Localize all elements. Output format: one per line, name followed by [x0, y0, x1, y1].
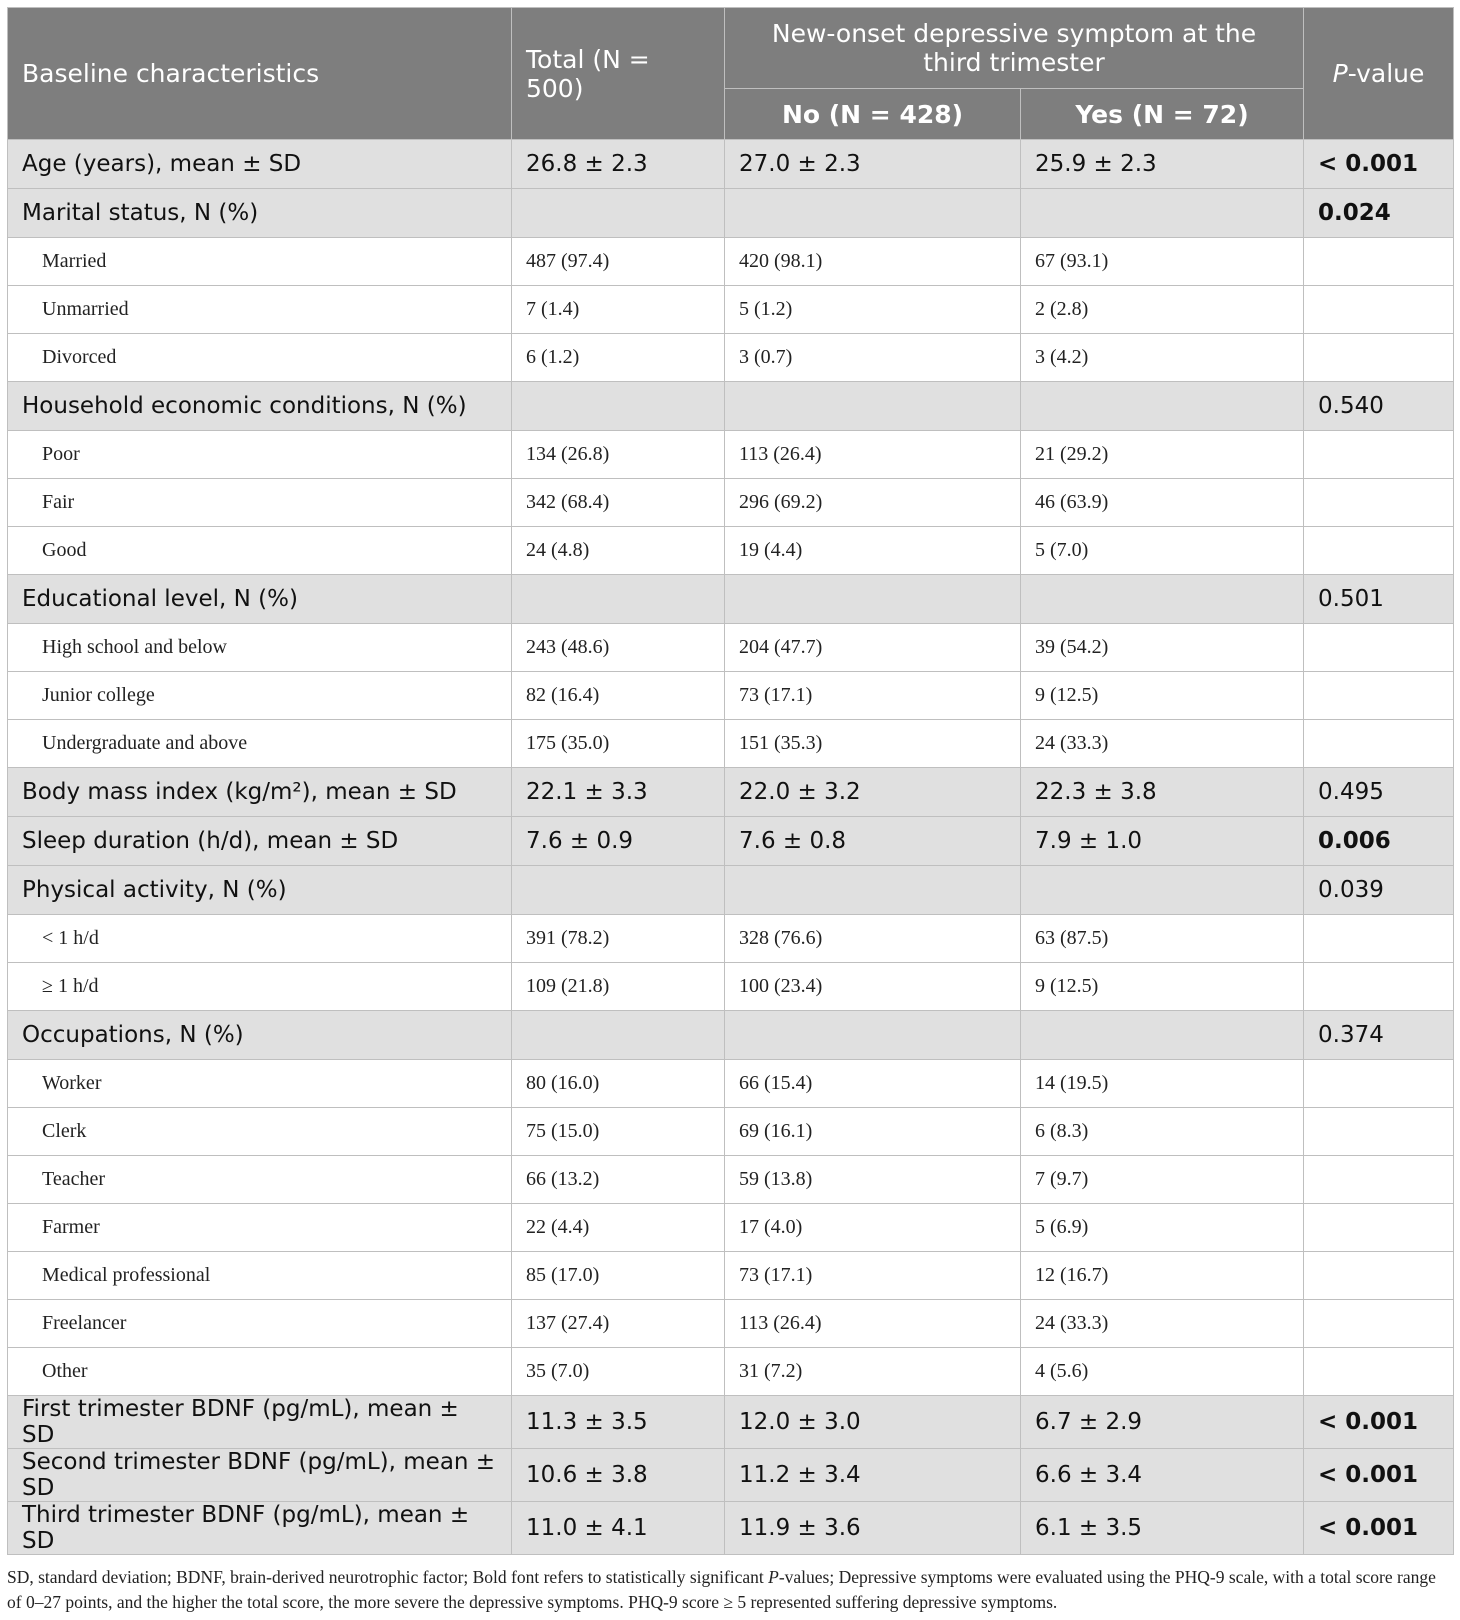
- footnote-p-italic: P: [768, 1567, 779, 1587]
- cell-yes: 3 (4.2): [1021, 334, 1304, 382]
- cell-p-value: [1304, 334, 1454, 382]
- cell-no: [725, 866, 1021, 915]
- cell-p-value: 0.006: [1304, 817, 1454, 866]
- cell-label: Age (years), mean ± SD: [8, 140, 512, 189]
- table-row: [8, 334, 1454, 382]
- baseline-characteristics-table: [7, 7, 1454, 1555]
- cell-no: 113 (26.4): [725, 431, 1021, 479]
- cell-total: 109 (21.8): [512, 963, 725, 1011]
- table-row: [8, 1502, 1454, 1555]
- cell-p-value: 0.495: [1304, 768, 1454, 817]
- cell-label: Freelancer: [8, 1300, 512, 1348]
- cell-p-value: 0.039: [1304, 866, 1454, 915]
- cell-p-value: [1304, 1300, 1454, 1348]
- cell-label: Second trimester BDNF (pg/mL), mean ± SD: [8, 1449, 512, 1502]
- cell-label: Junior college: [8, 672, 512, 720]
- header-p-italic: P: [1332, 59, 1348, 88]
- cell-no: 17 (4.0): [725, 1204, 1021, 1252]
- cell-p-value: < 0.001: [1304, 1449, 1454, 1502]
- cell-p-value: [1304, 624, 1454, 672]
- cell-yes: 46 (63.9): [1021, 479, 1304, 527]
- cell-label: Worker: [8, 1060, 512, 1108]
- cell-no: 27.0 ± 2.3: [725, 140, 1021, 189]
- cell-no: 3 (0.7): [725, 334, 1021, 382]
- cell-no: 151 (35.3): [725, 720, 1021, 768]
- cell-yes: 21 (29.2): [1021, 431, 1304, 479]
- table-row: [8, 1449, 1454, 1502]
- cell-p-value: [1304, 1060, 1454, 1108]
- table-row: [8, 768, 1454, 817]
- table-row: [8, 140, 1454, 189]
- cell-no: 73 (17.1): [725, 672, 1021, 720]
- table-row: [8, 720, 1454, 768]
- cell-p-value: < 0.001: [1304, 140, 1454, 189]
- cell-label: Other: [8, 1348, 512, 1396]
- table-row: [8, 1156, 1454, 1204]
- table-row: [8, 1060, 1454, 1108]
- table-row: [8, 1348, 1454, 1396]
- table-row: [8, 624, 1454, 672]
- cell-total: 82 (16.4): [512, 672, 725, 720]
- cell-p-value: [1304, 1348, 1454, 1396]
- cell-total: [512, 866, 725, 915]
- cell-total: 24 (4.8): [512, 527, 725, 575]
- cell-total: 66 (13.2): [512, 1156, 725, 1204]
- cell-p-value: [1304, 527, 1454, 575]
- cell-label: Third trimester BDNF (pg/mL), mean ± SD: [8, 1502, 512, 1555]
- table-row: [8, 963, 1454, 1011]
- cell-no: 7.6 ± 0.8: [725, 817, 1021, 866]
- cell-total: 7.6 ± 0.9: [512, 817, 725, 866]
- cell-label: Farmer: [8, 1204, 512, 1252]
- cell-no: 328 (76.6): [725, 915, 1021, 963]
- header-group-new-onset: New-onset depressive symptom at the third trimester: [725, 8, 1304, 89]
- cell-label: Clerk: [8, 1108, 512, 1156]
- cell-total: 11.0 ± 4.1: [512, 1502, 725, 1555]
- cell-label: Undergraduate and above: [8, 720, 512, 768]
- cell-label: Occupations, N (%): [8, 1011, 512, 1060]
- cell-yes: 22.3 ± 3.8: [1021, 768, 1304, 817]
- cell-yes: 39 (54.2): [1021, 624, 1304, 672]
- cell-p-value: [1304, 238, 1454, 286]
- cell-total: 243 (48.6): [512, 624, 725, 672]
- cell-total: [512, 189, 725, 238]
- cell-no: 11.2 ± 3.4: [725, 1449, 1021, 1502]
- cell-label: Poor: [8, 431, 512, 479]
- cell-total: 22.1 ± 3.3: [512, 768, 725, 817]
- cell-no: 19 (4.4): [725, 527, 1021, 575]
- cell-total: 35 (7.0): [512, 1348, 725, 1396]
- cell-yes: [1021, 866, 1304, 915]
- table-header: [8, 8, 1454, 140]
- cell-no: 22.0 ± 3.2: [725, 768, 1021, 817]
- cell-yes: 9 (12.5): [1021, 672, 1304, 720]
- cell-label: Educational level, N (%): [8, 575, 512, 624]
- table-row: [8, 817, 1454, 866]
- table-row: [8, 1204, 1454, 1252]
- cell-no: 420 (98.1): [725, 238, 1021, 286]
- cell-no: 204 (47.7): [725, 624, 1021, 672]
- cell-no: 31 (7.2): [725, 1348, 1021, 1396]
- table-row: [8, 1108, 1454, 1156]
- cell-label: Unmarried: [8, 286, 512, 334]
- cell-total: 80 (16.0): [512, 1060, 725, 1108]
- table-row: [8, 286, 1454, 334]
- cell-label: ≥ 1 h/d: [8, 963, 512, 1011]
- cell-p-value: < 0.001: [1304, 1502, 1454, 1555]
- header-yes: Yes (N = 72): [1021, 89, 1304, 140]
- cell-no: 113 (26.4): [725, 1300, 1021, 1348]
- cell-p-value: 0.501: [1304, 575, 1454, 624]
- cell-total: 391 (78.2): [512, 915, 725, 963]
- cell-total: 11.3 ± 3.5: [512, 1396, 725, 1449]
- cell-yes: 24 (33.3): [1021, 720, 1304, 768]
- cell-yes: 6.6 ± 3.4: [1021, 1449, 1304, 1502]
- cell-yes: [1021, 575, 1304, 624]
- cell-yes: 14 (19.5): [1021, 1060, 1304, 1108]
- cell-p-value: < 0.001: [1304, 1396, 1454, 1449]
- cell-yes: 4 (5.6): [1021, 1348, 1304, 1396]
- cell-label: Medical professional: [8, 1252, 512, 1300]
- table-row: [8, 189, 1454, 238]
- table-row: [8, 382, 1454, 431]
- cell-total: 6 (1.2): [512, 334, 725, 382]
- table-row: [8, 238, 1454, 286]
- cell-yes: 24 (33.3): [1021, 1300, 1304, 1348]
- table-row: [8, 527, 1454, 575]
- cell-yes: 5 (6.9): [1021, 1204, 1304, 1252]
- cell-label: First trimester BDNF (pg/mL), mean ± SD: [8, 1396, 512, 1449]
- table-row: [8, 575, 1454, 624]
- cell-label: Fair: [8, 479, 512, 527]
- table-row: [8, 479, 1454, 527]
- cell-total: [512, 1011, 725, 1060]
- table-row: [8, 1011, 1454, 1060]
- cell-p-value: [1304, 1252, 1454, 1300]
- cell-no: 59 (13.8): [725, 1156, 1021, 1204]
- cell-no: [725, 189, 1021, 238]
- cell-total: 137 (27.4): [512, 1300, 725, 1348]
- table-row: [8, 1396, 1454, 1449]
- cell-label: Good: [8, 527, 512, 575]
- cell-label: Household economic conditions, N (%): [8, 382, 512, 431]
- header-no: No (N = 428): [725, 89, 1021, 140]
- cell-total: 175 (35.0): [512, 720, 725, 768]
- cell-p-value: [1304, 672, 1454, 720]
- cell-no: 66 (15.4): [725, 1060, 1021, 1108]
- cell-total: 10.6 ± 3.8: [512, 1449, 725, 1502]
- cell-yes: [1021, 1011, 1304, 1060]
- cell-total: [512, 382, 725, 431]
- cell-p-value: [1304, 720, 1454, 768]
- cell-label: Divorced: [8, 334, 512, 382]
- cell-yes: [1021, 189, 1304, 238]
- cell-label: < 1 h/d: [8, 915, 512, 963]
- cell-no: [725, 382, 1021, 431]
- table-row: [8, 1300, 1454, 1348]
- cell-yes: 7.9 ± 1.0: [1021, 817, 1304, 866]
- header-baseline-characteristics: Baseline characteristics: [8, 8, 512, 140]
- cell-p-value: [1304, 431, 1454, 479]
- cell-label: Married: [8, 238, 512, 286]
- cell-label: High school and below: [8, 624, 512, 672]
- table-row: [8, 915, 1454, 963]
- cell-yes: 5 (7.0): [1021, 527, 1304, 575]
- cell-p-value: 0.024: [1304, 189, 1454, 238]
- cell-p-value: [1304, 1156, 1454, 1204]
- cell-p-value: [1304, 479, 1454, 527]
- cell-p-value: [1304, 963, 1454, 1011]
- cell-no: 5 (1.2): [725, 286, 1021, 334]
- footnote-part1: SD, standard deviation; BDNF, brain-derived neurotrophic factor; Bold font refers to statistically significant: [7, 1567, 769, 1587]
- cell-label: Body mass index (kg/m²), mean ± SD: [8, 768, 512, 817]
- header-total: Total (N = 500): [512, 8, 725, 140]
- cell-yes: 12 (16.7): [1021, 1252, 1304, 1300]
- cell-total: 134 (26.8): [512, 431, 725, 479]
- cell-total: 85 (17.0): [512, 1252, 725, 1300]
- table-row: [8, 1252, 1454, 1300]
- cell-label: Teacher: [8, 1156, 512, 1204]
- cell-yes: 7 (9.7): [1021, 1156, 1304, 1204]
- cell-yes: 2 (2.8): [1021, 286, 1304, 334]
- cell-total: [512, 575, 725, 624]
- cell-no: 73 (17.1): [725, 1252, 1021, 1300]
- cell-yes: 6.7 ± 2.9: [1021, 1396, 1304, 1449]
- cell-label: Physical activity, N (%): [8, 866, 512, 915]
- cell-yes: 9 (12.5): [1021, 963, 1304, 1011]
- cell-label: Marital status, N (%): [8, 189, 512, 238]
- cell-p-value: [1304, 286, 1454, 334]
- cell-p-value: [1304, 1204, 1454, 1252]
- cell-p-value: [1304, 1108, 1454, 1156]
- cell-p-value: 0.374: [1304, 1011, 1454, 1060]
- cell-total: 487 (97.4): [512, 238, 725, 286]
- table-row: [8, 866, 1454, 915]
- cell-yes: 67 (93.1): [1021, 238, 1304, 286]
- cell-no: 296 (69.2): [725, 479, 1021, 527]
- table-row: [8, 672, 1454, 720]
- cell-total: 26.8 ± 2.3: [512, 140, 725, 189]
- cell-no: 11.9 ± 3.6: [725, 1502, 1021, 1555]
- cell-p-value: [1304, 915, 1454, 963]
- table-body: [8, 140, 1454, 1555]
- cell-yes: 63 (87.5): [1021, 915, 1304, 963]
- table-row: [8, 431, 1454, 479]
- cell-yes: [1021, 382, 1304, 431]
- header-p-rest: -value: [1347, 59, 1425, 88]
- cell-yes: 6.1 ± 3.5: [1021, 1502, 1304, 1555]
- header-p-value: [1304, 8, 1454, 140]
- table-footnote: [7, 1565, 1447, 1615]
- cell-no: 69 (16.1): [725, 1108, 1021, 1156]
- cell-no: [725, 575, 1021, 624]
- cell-no: [725, 1011, 1021, 1060]
- footnote-part2: -values; Depressive symptoms were evaluated using the PHQ-9 scale, with a total score range of 0–27 points, and the higher the total score, the more severe the depressive symptoms. PHQ-9 score ≥ 5 represented suffering depressive symptoms.: [7, 1567, 1436, 1612]
- cell-label: Sleep duration (h/d), mean ± SD: [8, 817, 512, 866]
- cell-p-value: 0.540: [1304, 382, 1454, 431]
- cell-yes: 25.9 ± 2.3: [1021, 140, 1304, 189]
- cell-total: 75 (15.0): [512, 1108, 725, 1156]
- cell-yes: 6 (8.3): [1021, 1108, 1304, 1156]
- table-container: [7, 7, 1453, 1615]
- cell-total: 342 (68.4): [512, 479, 725, 527]
- cell-total: 7 (1.4): [512, 286, 725, 334]
- cell-no: 100 (23.4): [725, 963, 1021, 1011]
- cell-no: 12.0 ± 3.0: [725, 1396, 1021, 1449]
- cell-total: 22 (4.4): [512, 1204, 725, 1252]
